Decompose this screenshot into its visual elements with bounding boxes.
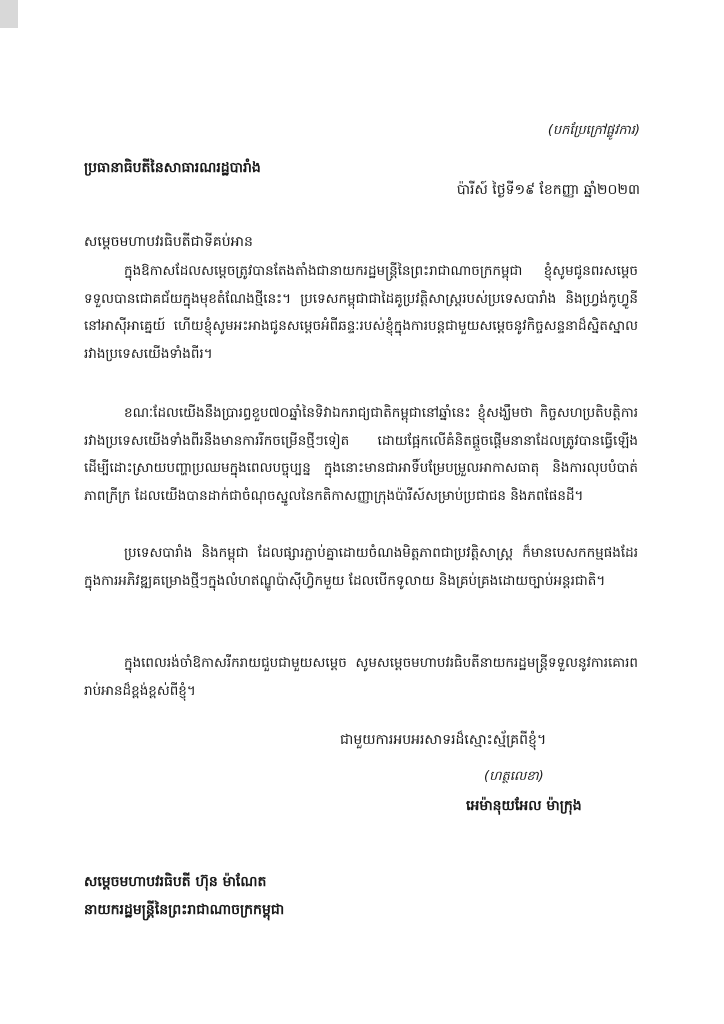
recipient-title: នាយករដ្ឋមន្ត្រីនៃព្រះរាជាណាចក្រកម្ពុជា: [84, 902, 285, 918]
signature-note: (ហត្ថលេខា): [484, 769, 544, 784]
signatory-name: អេម៉ានុយអែល ម៉ាក្រុង: [466, 798, 582, 814]
salutation: សម្តេចមហាបវរធិបតីជាទីគប់អាន: [84, 234, 253, 250]
body-paragraph-1: ក្នុងឱកាសដែលសម្តេចត្រូវបានតែងតាំងជានាយករដ្ឋមន្ត្រីនៃព្រះរាជាណាចក្រកម្ពុជា ខ្ញុំសូមជូនពរសម្តេចទទួលបានជោគជ័យក្នុងមុខតំណែងថ្មីនេះ។ ប្រទេសកម្ពុជាជាដៃគូប្រវត្តិសាស្ត្ររបស់ប្រទេសបារាំង និងហ្វ្រង់កូហ្វូនីនៅអាស៊ីអាគ្នេយ៍ ហើយខ្ញុំសូមអះអាងជូនសម្តេចអំពីឆន្ទៈរបស់ខ្ញុំក្នុងការបន្តជាមួយសម្តេចនូវកិច្ចសន្ទនាដ៏ស្និតស្នាលរវាងប្រទេសយើងទាំងពីរ។: [84, 263, 638, 362]
recipient-block: [84, 868, 284, 924]
sender-title: ប្រធានាធិបតីនៃសាធារណរដ្ឋបារាំង: [84, 160, 261, 176]
body-paragraph-4: ក្នុងពេលរង់ចាំឱកាសរីករាយជួបជាមួយសម្តេច សូមសម្តេចមហាបវរធិបតីនាយករដ្ឋមន្ត្រីទទួលនូវការគោរពរាប់អានដ៏ខ្ពង់ខ្ពស់ពីខ្ញុំ។: [84, 655, 638, 699]
date-line: ប៉ារីស៍ ថ្ងៃទី១៩ ខែកញ្ញា ឆ្នាំ២០២៣: [456, 182, 640, 198]
body-paragraph-2: ខណៈដែលយើងនឹងប្រារព្ធខួប៧០ឆ្នាំនៃទិវាឯករាជ្យជាតិកម្ពុជានៅឆ្នាំនេះ ខ្ញុំសង្ឃឹមថា កិច្ចសហប្រតិបត្តិការរវាងប្រទេសយើងទាំងពីរនឹងមានការរីកចម្រើនថ្មីៗទៀត ដោយផ្អែកលើគំនិតផ្តួចផ្តើមនានាដែលត្រូវបានធ្វើឡើងដើម្បីដោះស្រាយបញ្ហាប្រឈមក្នុងពេលបច្ចុប្បន្ន ក្នុងនោះមានជាអាទិ៍បម្រែបម្រួលអាកាសធាតុ និងការលុបបំបាត់ភាពក្រីក្រ ដែលយើងបានដាក់ជាចំណុចស្នូលនៃកតិកាសញ្ញាក្រុងប៉ារីស៍សម្រាប់ប្រជាជន និងភពផែនដី។: [84, 405, 638, 504]
closing-line: ជាមួយការអបអរសាទរដ៏ស្មោះស្ម័គ្រពីខ្ញុំ។: [340, 732, 547, 748]
recipient-name: សម្តេចមហាបវរធិបតី ហ៊ុន ម៉ាណែត: [84, 874, 267, 890]
body-paragraph-3: ប្រទេសបារាំង និងកម្ពុជា ដែលផ្សារភ្ជាប់គ្នាដោយចំណងមិត្តភាពជាប្រវត្តិសាស្ត្រ ក៏មានបេសកកម្មផងដែរក្នុងការអភិវឌ្ឍគម្រោងថ្មីៗក្នុងលំហឥណ្ឌូប៉ាស៊ីហ្វិកមួយ ដែលបើកទូលាយ និងគ្រប់គ្រងដោយច្បាប់អន្តរជាតិ។: [84, 545, 638, 589]
classification-note: (បកប្រែក្រៅផ្លូវការ): [547, 123, 640, 138]
page-corner-mark: [0, 0, 18, 28]
